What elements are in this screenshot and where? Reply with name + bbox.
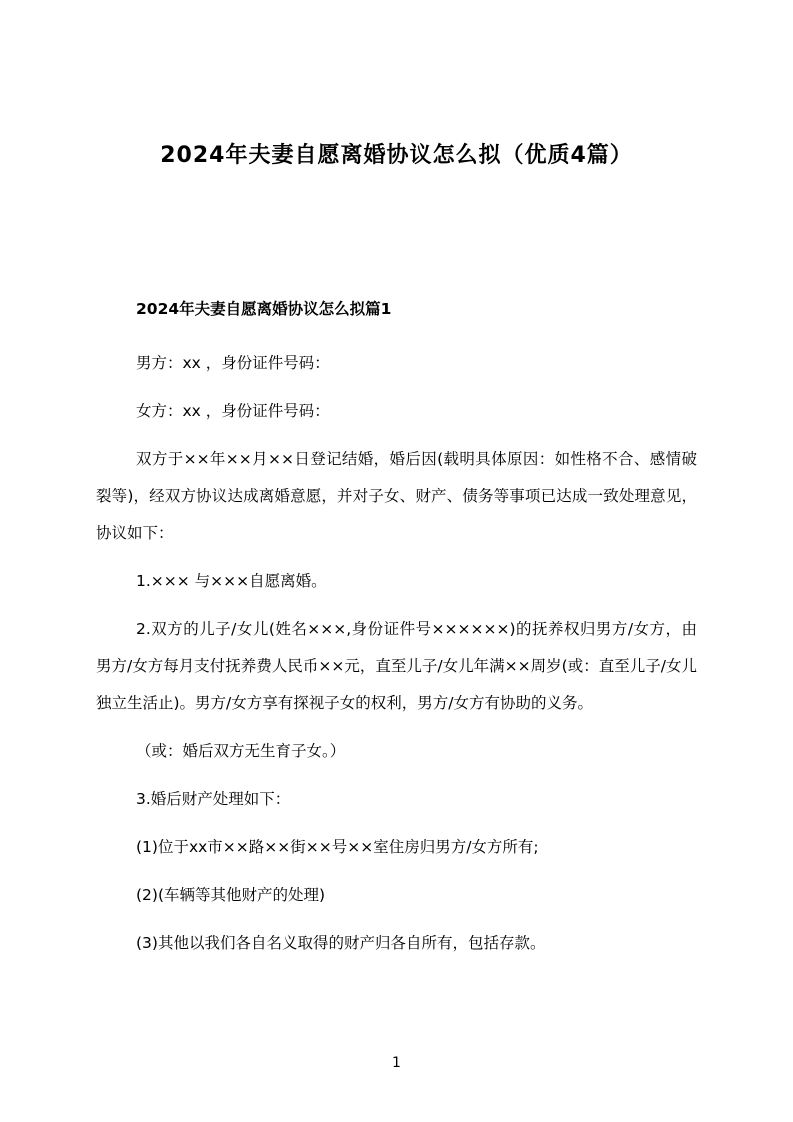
- page-number: 1: [392, 1055, 401, 1071]
- section-heading: 2024年夫妻自愿离婚协议怎么拟篇1: [136, 300, 392, 318]
- paragraph-property-item-1-house: (1)位于xx市××路××街××号××室住房归男方/女方所有;: [136, 838, 539, 856]
- paragraph-clause-3-property: 3.婚后财产处理如下：: [136, 790, 291, 808]
- paragraph-marriage-background: 双方于××年××月××日登记结婚，婚后因(载明具体原因：如性格不合、感情破裂等)，经双方协议达成离婚意愿，并对子女、财产、债务等事项已达成一致处理意见，协议如下：: [96, 450, 697, 542]
- paragraph-clause-2-custody: 2.双方的儿子/女儿(姓名×××,身份证件号××××××)的抚养权归男方/女方，由男方/女方每月支付抚养费人民币××元，直至儿子/女儿年满××周岁(或：直至儿子/女儿独立生活止)。男方/女方享有探视子女的权利，男方/女方有协助的义务。: [96, 620, 697, 712]
- paragraph-clause-1-divorce: 1.××× 与×××自愿离婚。: [136, 572, 327, 590]
- document-title: 2024年夫妻自愿离婚协议怎么拟（优质4篇）: [160, 143, 633, 168]
- paragraph-no-children-alternative: （或：婚后双方无生育子女。）: [136, 742, 346, 760]
- paragraph-property-item-2-vehicle: (2)(车辆等其他财产的处理): [136, 886, 326, 904]
- document-body: [0, 172, 793, 962]
- paragraph-wife-info: 女方：xx ，身份证件号码：: [136, 402, 330, 420]
- paragraph-husband-info: 男方：xx ，身份证件号码：: [136, 354, 330, 372]
- paragraph-property-item-3-other: (3)其他以我们各自名义取得的财产归各自所有，包括存款。: [136, 934, 546, 952]
